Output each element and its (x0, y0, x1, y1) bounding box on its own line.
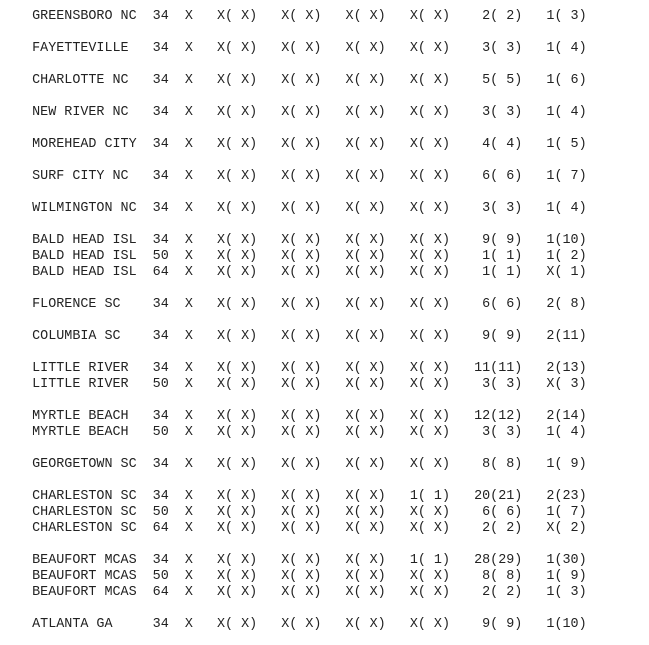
location-row: BEAUFORT MCAS 50 X X( X) X( X) X( X) X( X) 8( 8) 1( 9) (0, 569, 587, 584)
location-row: LITTLE RIVER 50 X X( X) X( X) X( X) X( X) 3( 3) X( 3) (0, 377, 587, 392)
location-row: BEAUFORT MCAS 64 X X( X) X( X) X( X) X( X) 2( 2) 1( 3) (0, 585, 587, 600)
location-row: GEORGETOWN SC 34 X X( X) X( X) X( X) X( X) 8( 8) 1( 9) (0, 457, 587, 472)
location-row: FAYETTEVILLE 34 X X( X) X( X) X( X) X( X) 3( 3) 1( 4) (0, 41, 587, 56)
location-row: CHARLESTON SC 50 X X( X) X( X) X( X) X( X) 6( 6) 1( 7) (0, 505, 587, 520)
location-row: LITTLE RIVER 34 X X( X) X( X) X( X) X( X) 11(11) 2(13) (0, 361, 587, 376)
blank-line (0, 25, 649, 41)
blank-line (0, 281, 649, 297)
location-row: MYRTLE BEACH 34 X X( X) X( X) X( X) X( X) 12(12) 2(14) (0, 409, 587, 424)
location-row: CHARLESTON SC 34 X X( X) X( X) X( X) 1( 1) 20(21) 2(23) (0, 489, 587, 504)
blank-line (0, 537, 649, 553)
blank-line (0, 121, 649, 137)
blank-line (0, 393, 649, 409)
location-row: WILMINGTON NC 34 X X( X) X( X) X( X) X( X) 3( 3) 1( 4) (0, 201, 587, 216)
location-row: NEW RIVER NC 34 X X( X) X( X) X( X) X( X) 3( 3) 1( 4) (0, 105, 587, 120)
blank-line (0, 601, 649, 617)
location-row: MYRTLE BEACH 50 X X( X) X( X) X( X) X( X) 3( 3) 1( 4) (0, 425, 587, 440)
location-row: CHARLOTTE NC 34 X X( X) X( X) X( X) X( X) 5( 5) 1( 6) (0, 73, 587, 88)
location-row: MOREHEAD CITY 34 X X( X) X( X) X( X) X( X) 4( 4) 1( 5) (0, 137, 587, 152)
location-row: BEAUFORT MCAS 34 X X( X) X( X) X( X) 1( 1) 28(29) 1(30) (0, 553, 587, 568)
blank-line (0, 185, 649, 201)
location-row: ATLANTA GA 34 X X( X) X( X) X( X) X( X) 9( 9) 1(10) (0, 617, 587, 632)
location-row: CHARLESTON SC 64 X X( X) X( X) X( X) X( X) 2( 2) X( 2) (0, 521, 587, 536)
location-row: COLUMBIA SC 34 X X( X) X( X) X( X) X( X) 9( 9) 2(11) (0, 329, 587, 344)
location-row: BALD HEAD ISL 64 X X( X) X( X) X( X) X( X) 1( 1) X( 1) (0, 265, 587, 280)
blank-line (0, 441, 649, 457)
location-row: BALD HEAD ISL 34 X X( X) X( X) X( X) X( X) 9( 9) 1(10) (0, 233, 587, 248)
blank-line (0, 89, 649, 105)
blank-line (0, 313, 649, 329)
blank-line (0, 57, 649, 73)
blank-line (0, 473, 649, 489)
blank-line (0, 153, 649, 169)
blank-line (0, 345, 649, 361)
blank-line (0, 217, 649, 233)
location-row: SURF CITY NC 34 X X( X) X( X) X( X) X( X) 6( 6) 1( 7) (0, 169, 587, 184)
location-row: FLORENCE SC 34 X X( X) X( X) X( X) X( X) 6( 6) 2( 8) (0, 297, 587, 312)
location-row: BALD HEAD ISL 50 X X( X) X( X) X( X) X( X) 1( 1) 1( 2) (0, 249, 587, 264)
location-row: GREENSBORO NC 34 X X( X) X( X) X( X) X( X) 2( 2) 1( 3) (0, 9, 587, 24)
